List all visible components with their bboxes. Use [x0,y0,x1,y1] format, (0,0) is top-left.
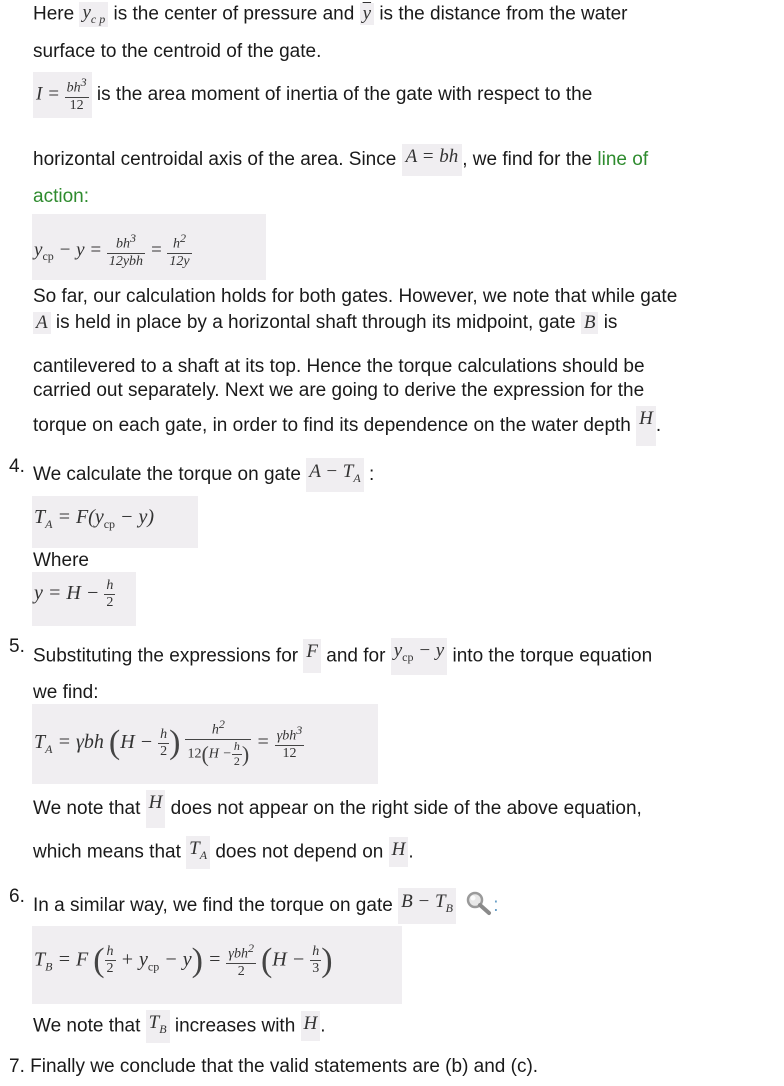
math-ycp: $y_{c p}$ [79,2,108,27]
step-5-text: Substituting the expressions for F and for $y_{cp} - y$ into the torque equation [33,638,652,675]
math-inertia: I = $\frac{bh^3}{12}$ [33,72,92,118]
text-line: horizontal centroidal axis of the area. Since A = bh , we find for the line of [33,144,648,176]
text-line: A is held in place by a horizontal shaft through its midpoint, gate B is [33,312,617,334]
math-f: F [303,639,321,673]
math-area: A = bh [402,144,463,176]
text-line: So far, our calculation holds for both gates. However, we note that while gate [33,286,678,307]
text-line: cantilevered to a shaft at its top. Hence the torque calculations should be [33,356,645,377]
inertia-line: I = $\frac{bh^3}{12}$ is the area moment of inertia of the gate with respect to the [33,72,592,136]
equation-ybar: y = H − $\frac{h}{2}$ [32,572,136,626]
math-h: H [301,1011,321,1041]
link-continuation[interactable]: action: [33,186,89,207]
math-h: H [389,837,409,867]
text-line: We note that $T_B$ increases with H . [33,1010,326,1043]
step-6-text: In a similar way, we find the torque on gate $B - T_B$ : [33,888,498,924]
math-ycp-minus-ybar: $y_{cp} - y$ [391,638,448,675]
math-torque-b: $B - T_B$ [398,888,456,924]
equation-torque-a-expanded: $T_A = \gamma bh$ (H − $\frac{h}{2}$ ) $h^2$ 12(H − $\frac{h}{2}$ ) = $\frac{\gamma bh^3}{12}$ [32,704,378,784]
text-line: which means that $T_A$ does not depend on H . [33,836,414,869]
step-number: 5. [9,636,25,657]
text-line: We note that H does not appear on the right side of the above equation, [33,790,642,828]
step-4-text: We calculate the torque on gate $A - T_A$ : [33,458,374,492]
math-ta: $T_A$ [186,836,210,869]
text-line: torque on each gate, in order to find its dependence on the water depth H . [33,406,661,446]
equation-torque-b: $T_B = F$ ( $\frac{h}{2}$ + $y_{cp} - y$) = $\frac{\gamma bh^2}{2}$ (H − $\frac{h}{3}$ ) [32,926,402,1004]
link-line-of-action[interactable]: line of [597,149,649,171]
text-line: we find: [33,682,99,703]
math-gate-b: B [581,312,599,334]
math-torque-a: $A - T_A$ [306,458,364,492]
text-line: surface to the centroid of the gate. [33,41,322,62]
math-h: H [146,790,166,828]
math-gate-a: A [33,312,51,334]
math-ybar: $\overline{y}$ [360,3,374,25]
equation-torque-a: $T_A = F(y_{cp} - y)$ [32,496,198,548]
step-7-text: 7. Finally we conclude that the valid statements are (b) and (c). [9,1056,539,1077]
where-label: Where [33,550,89,571]
equation-ycp-minus-ybar: $y_{cp} - y$ = $\frac{bh^3}{\text{12ybh}}$ = $\frac{h^2}{12y}$ [32,214,266,280]
math-tb: $T_B$ [146,1010,170,1043]
step-number: 4. [9,456,25,477]
text-line: carried out separately. Next we are going to derive the expression for the [33,380,645,401]
math-h: H [636,406,656,446]
text-line: Here $y_{c p}$ is the center of pressure and $\overline{y}$ is the distance from the water [33,2,628,26]
magnifier-icon[interactable] [465,890,493,922]
step-number: 6. [9,886,25,907]
